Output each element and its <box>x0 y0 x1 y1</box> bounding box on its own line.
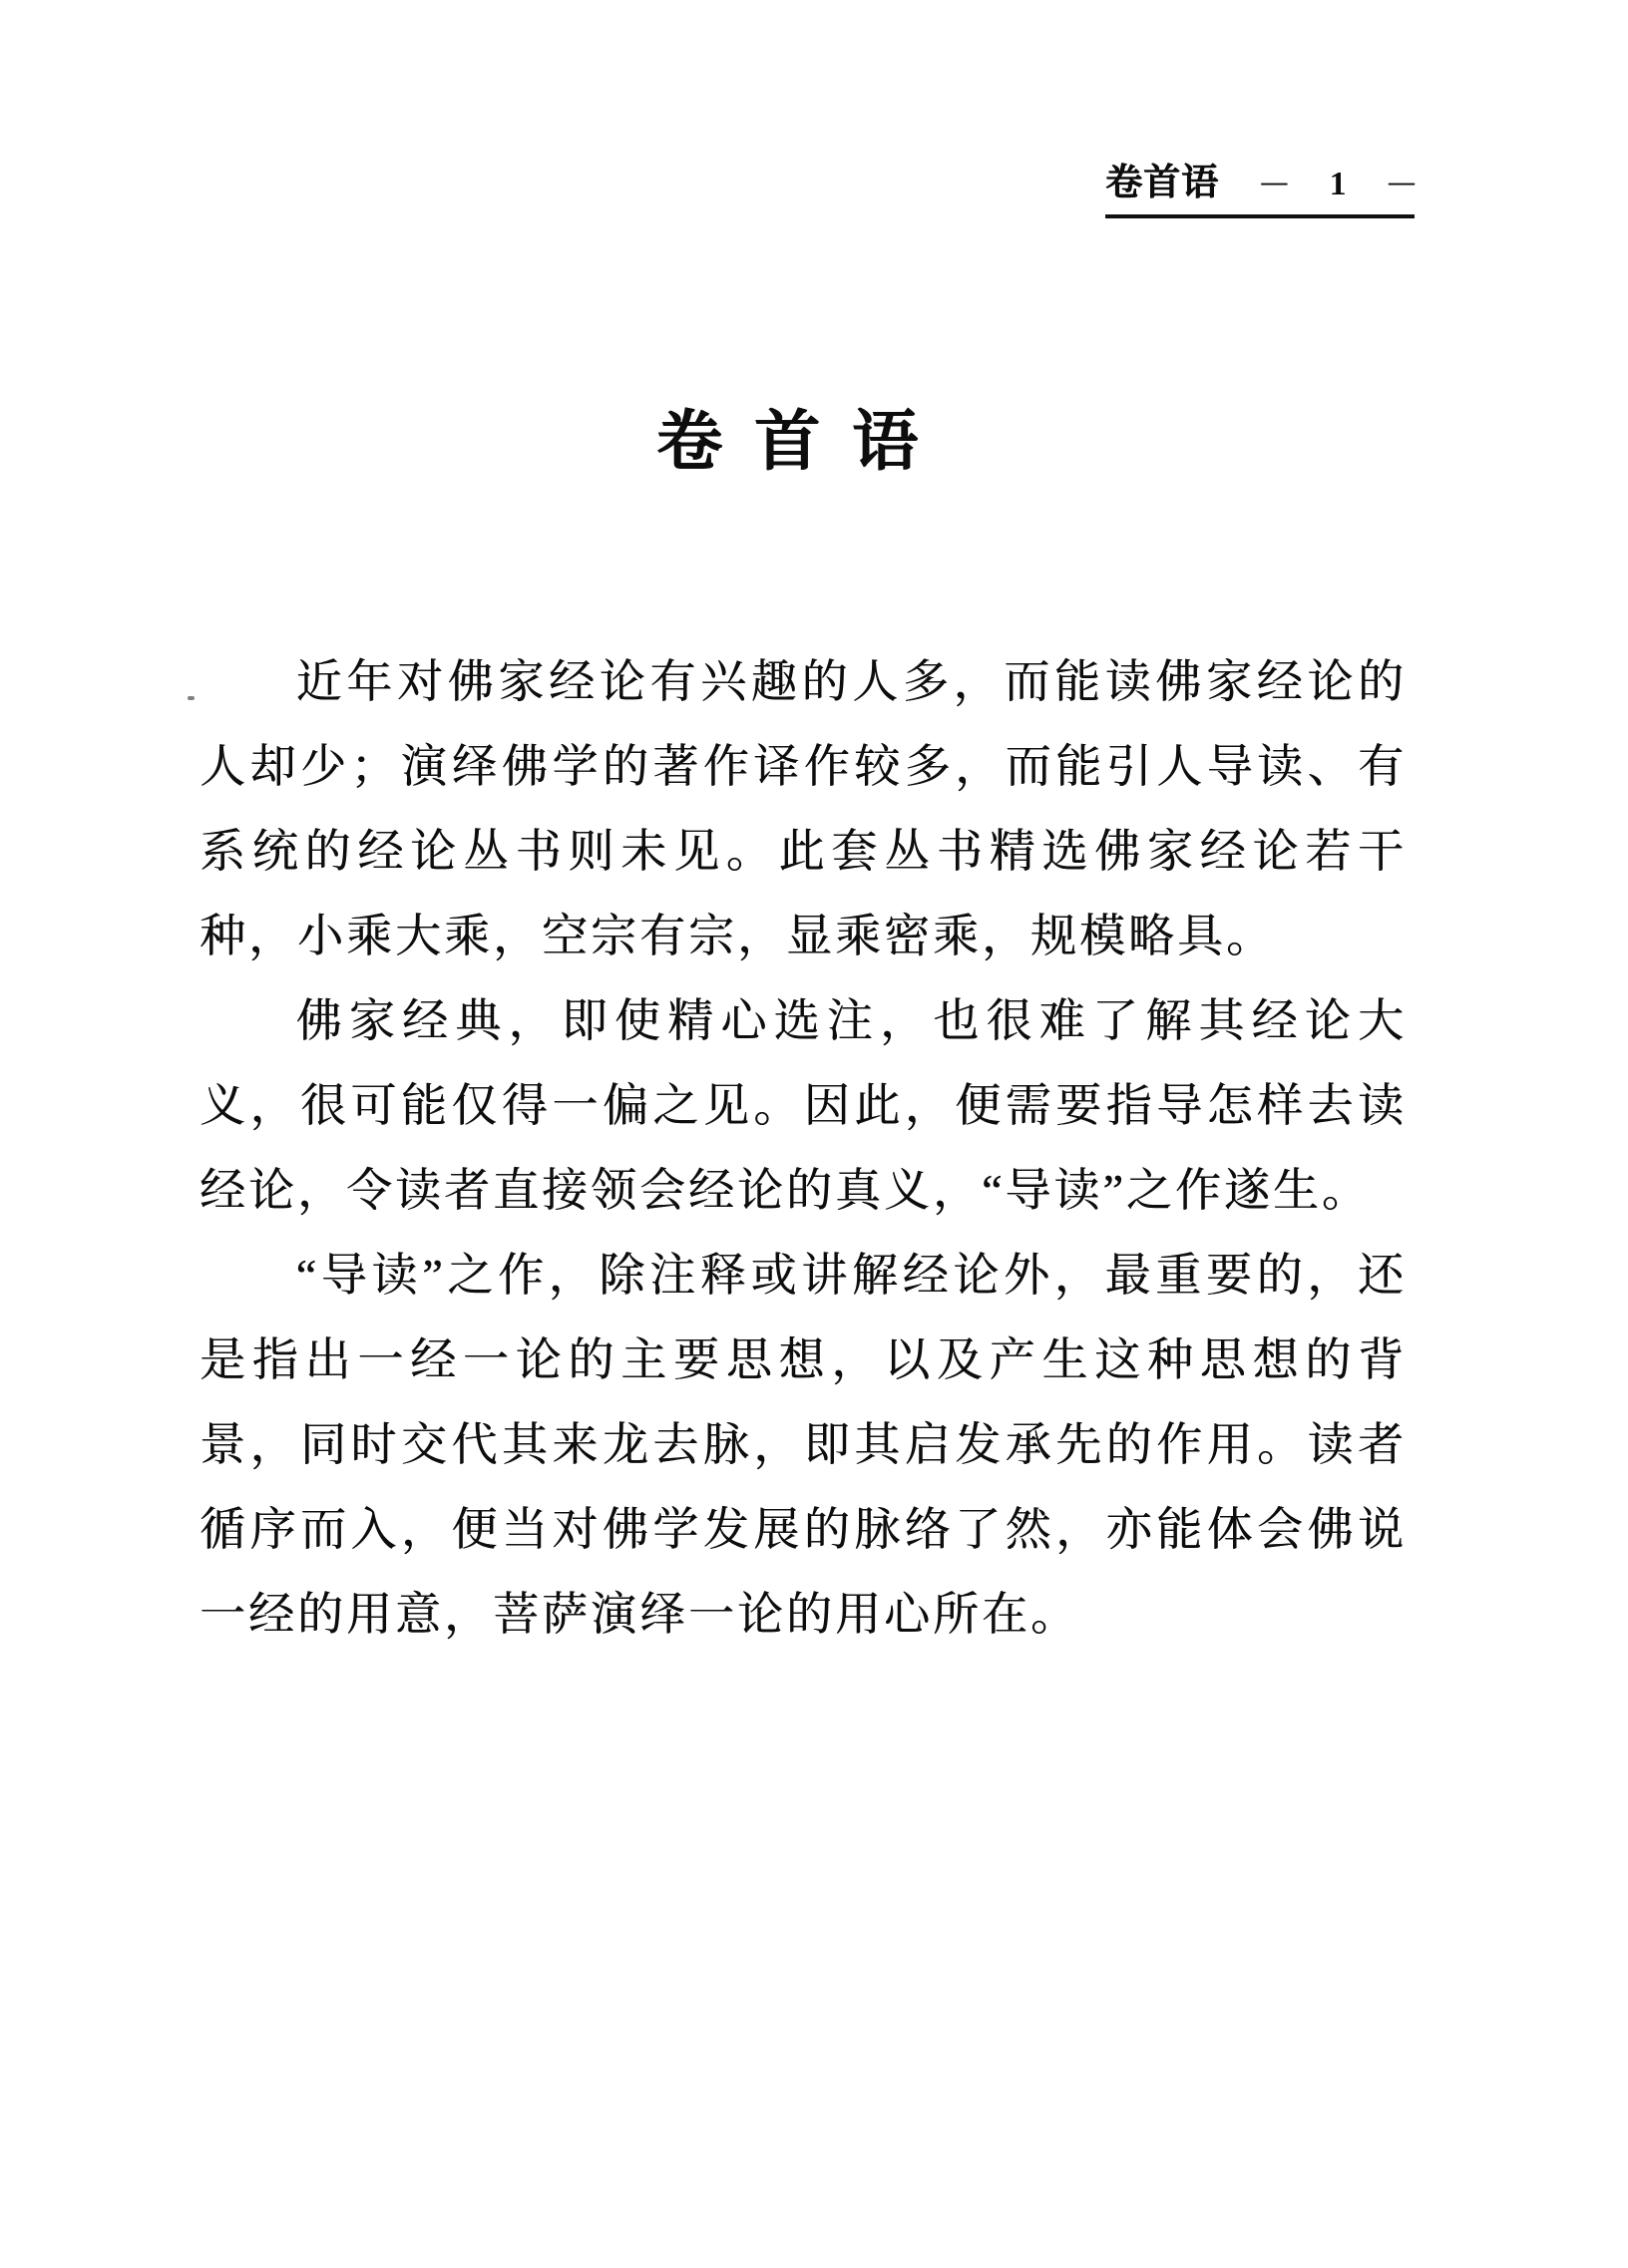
paragraph: 近年对佛家经论有兴趣的人多，而能读佛家经论的人却少；演绎佛学的著作译作较多，而能引人导读、有系统的经论丛书则未见。此套丛书精选佛家经论若干种，小乘大乘，空宗有宗，显乘密乘，规模略具。 <box>200 656 1407 961</box>
chapter-title: 卷首语 <box>656 406 950 479</box>
page-number: 1 <box>1329 166 1347 202</box>
paragraph: “导读”之作，除注释或讲解经论外，最重要的，还是指出一经一论的主要思想，以及产生这种思想的背景，同时交代其来龙去脉，即其启发承先的作用。读者循序而入，便当对佛学发展的脉络了然，亦能体会佛说一经的用意，菩萨演绎一论的用心所在。 <box>200 1250 1407 1640</box>
page-number-left-dash: — <box>1261 168 1288 196</box>
running-header <box>1105 152 1415 218</box>
page-number-right-dash: — <box>1388 168 1415 196</box>
body-text <box>200 639 1407 1657</box>
paragraph: 佛家经典，即使精心选注，也很难了解其经论大义，很可能仅得一偏之见。因此，便需要指导怎样去读经论，令读者直接领会经论的真义，“导读”之作遂生。 <box>200 995 1407 1216</box>
running-header-section-title: 卷首语 <box>1105 162 1219 202</box>
scan-artifact <box>188 696 195 700</box>
